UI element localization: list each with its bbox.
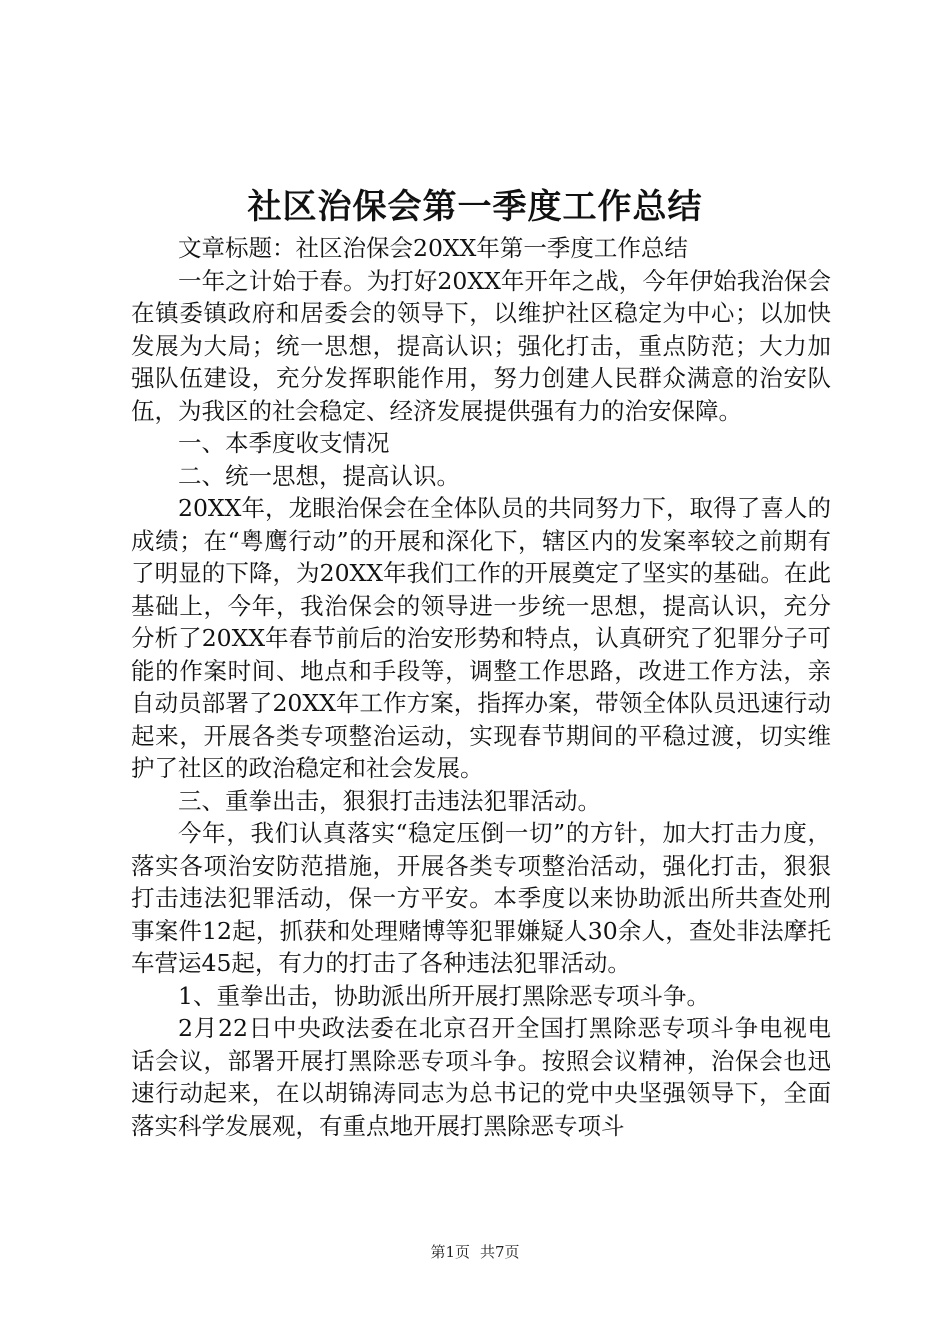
document-body — [131, 232, 831, 1142]
paragraph-section-3: 今年，我们认真落实“稳定压倒一切”的方针，加大打击力度，落实各项治安防范措施，开展各类专项整治活动，强化打击，狠狠打击违法犯罪活动，保一方平安。本季度以来协助派出所共查处刑事案件12起，抓获和处理赌博等犯罪嫌疑人30余人，查处非法摩托车营运45起，有力的打击了各种违法犯罪活动。 — [131, 819, 831, 977]
paragraph-intro: 一年之计始于春。为打好20XX年开年之战，今年伊始我治保会在镇委镇政府和居委会的领导下，以维护社区稳定为中心；以加快发展为大局；统一思想，提高认识；强化打击，重点防范；大力加强队伍建设，充分发挥职能作用，努力创建人民群众满意的治安队伍，为我区的社会稳定、经济发展提供强有力的治安保障。 — [131, 266, 831, 425]
document-title: 社区治保会第一季度工作总结 — [247, 187, 703, 227]
page-number: 第1页 — [430, 1243, 470, 1261]
paragraph-subsection-1: 2月22日中央政法委在北京召开全国打黑除恶专项斗争电视电话会议，部署开展打黑除恶专项斗争。按照会议精神，治保会也迅速行动起来，在以胡锦涛同志为总书记的党中央坚强领导下，全面落实科学发展观，有重点地开展打黑除恶专项斗 — [131, 1014, 831, 1140]
page-total: 共7页 — [480, 1243, 520, 1261]
subsection-heading-1: 1、重拳出击，协助派出所开展打黑除恶专项斗争。 — [178, 981, 710, 1010]
paragraph-article-title: 文章标题：社区治保会20XX年第一季度工作总结 — [178, 234, 688, 262]
paragraph-section-2: 20XX年，龙眼治保会在全体队员的共同努力下，取得了喜人的成绩；在“粤鹰行动”的开展和深化下，辖区内的发案率较之前期有了明显的下降，为20XX年我们工作的开展奠定了坚实的基础。在此基础上，今年，我治保会的领导进一步统一思想，提高认识，充分分析了20XX年春节前后的治安形势和特点，认真研究了犯罪分子可能的作案时间、地点和手段等，调整工作思路，改进工作方法，亲自动员部署了20XX年工作方案，指挥办案，带领全体队员迅速行动起来，开展各类专项整治运动，实现春节期间的平稳过渡，切实维护了社区的政治稳定和社会发展。 — [131, 494, 831, 782]
page-footer — [0, 1240, 950, 1264]
section-heading-1: 一、本季度收支情况 — [178, 429, 390, 457]
section-heading-2: 二、统一思想，提高认识。 — [178, 461, 460, 490]
section-heading-3: 三、重拳出击，狠狠打击违法犯罪活动。 — [178, 786, 601, 815]
